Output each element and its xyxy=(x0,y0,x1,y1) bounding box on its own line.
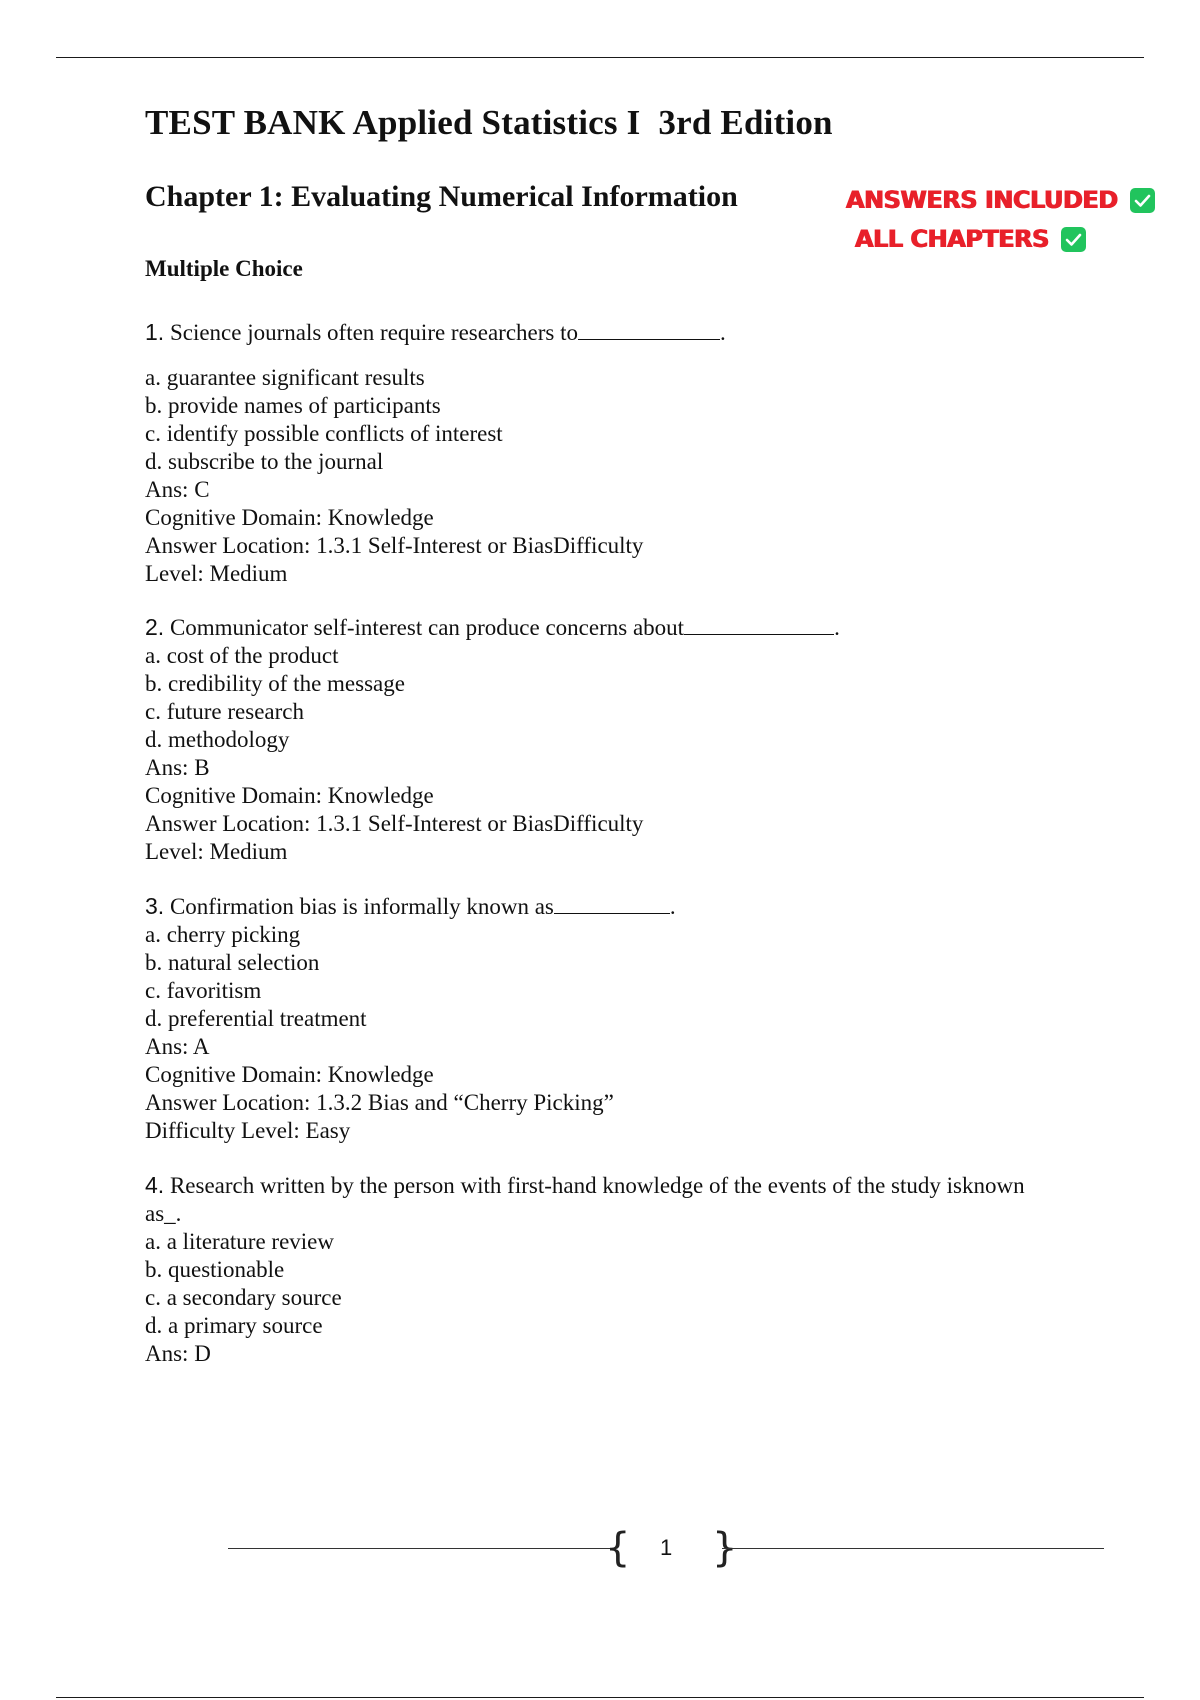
cognitive-domain: Cognitive Domain: Knowledge xyxy=(145,505,434,530)
option-b: b. natural selection xyxy=(145,950,320,975)
bottom-rule xyxy=(56,1697,1144,1698)
top-rule xyxy=(56,57,1144,58)
question-text: Science journals often require researchers to xyxy=(169,320,578,345)
section-heading: Multiple Choice xyxy=(145,256,303,281)
chapter-heading: Chapter 1: Evaluating Numerical Information xyxy=(145,180,738,213)
answer-location: Answer Location: 1.3.2 Bias and “Cherry Picking” xyxy=(145,1090,614,1115)
option-d: d. a primary source xyxy=(145,1313,323,1338)
option-a: a. cherry picking xyxy=(145,922,301,947)
option-c: c. a secondary source xyxy=(145,1285,342,1310)
question-number: 3. xyxy=(145,893,165,919)
question-number: 4. xyxy=(145,1172,165,1198)
cognitive-domain: Cognitive Domain: Knowledge xyxy=(145,783,434,808)
all-chapters-stamp xyxy=(855,225,1086,253)
option-a: a. cost of the product xyxy=(145,643,339,668)
question-stem-end: . xyxy=(669,894,676,919)
left-brace-icon: { xyxy=(605,1525,631,1571)
answer-location: Answer Location: 1.3.1 Self-Interest or BiasDifficulty xyxy=(145,533,644,558)
question-2 xyxy=(145,613,840,866)
cognitive-domain: Cognitive Domain: Knowledge xyxy=(145,1062,434,1087)
option-b: b. credibility of the message xyxy=(145,671,405,696)
right-brace-icon: } xyxy=(712,1525,738,1571)
question-text: Confirmation bias is informally known as xyxy=(169,894,554,919)
check-mark-icon xyxy=(1061,227,1086,252)
question-text: Communicator self-interest can produce concerns about xyxy=(169,615,685,640)
difficulty-level: Difficulty Level: Easy xyxy=(145,1118,351,1143)
question-stem xyxy=(145,318,726,347)
option-c: c. future research xyxy=(145,699,304,724)
answer-blank xyxy=(684,618,834,635)
difficulty-level: Level: Medium xyxy=(145,561,288,586)
answer-location: Answer Location: 1.3.1 Self-Interest or BiasDifficulty xyxy=(145,811,644,836)
option-a: a. a literature review xyxy=(145,1229,334,1254)
answer: Ans: D xyxy=(145,1341,211,1366)
option-d: d. preferential treatment xyxy=(145,1006,367,1031)
option-d: d. methodology xyxy=(145,727,290,752)
question-3 xyxy=(145,892,676,1145)
page-number: 1 xyxy=(660,1535,673,1560)
answer: Ans: B xyxy=(145,755,210,780)
question-stem xyxy=(145,1171,1025,1200)
option-d: d. subscribe to the journal xyxy=(145,449,384,474)
question-stem xyxy=(145,892,676,921)
question-text: Research written by the person with first-hand knowledge of the events of the study isknown xyxy=(169,1173,1025,1198)
option-c: c. favoritism xyxy=(145,978,262,1003)
question-4 xyxy=(145,1171,1025,1368)
difficulty-level: Level: Medium xyxy=(145,839,288,864)
option-a: a. guarantee significant results xyxy=(145,365,425,390)
option-b: b. questionable xyxy=(145,1257,285,1282)
check-mark-icon xyxy=(1130,188,1155,213)
question-stem xyxy=(145,613,840,642)
question-stem-continued: as_. xyxy=(145,1201,182,1226)
option-c: c. identify possible conflicts of interest xyxy=(145,421,503,446)
answer-blank xyxy=(554,897,670,914)
answer: Ans: C xyxy=(145,477,210,502)
question-1 xyxy=(145,318,726,588)
all-chapters-text: ALL CHAPTERS xyxy=(855,225,1049,253)
question-number: 1. xyxy=(145,319,165,345)
answers-included-text: ANSWERS INCLUDED xyxy=(846,186,1118,214)
question-number: 2. xyxy=(145,614,165,640)
answer-blank xyxy=(578,323,720,340)
question-stem-end: . xyxy=(720,320,726,345)
option-b: b. provide names of participants xyxy=(145,393,441,418)
question-stem-end: . xyxy=(834,615,840,640)
footer-rule-left xyxy=(228,1548,610,1549)
footer-rule-right xyxy=(722,1548,1104,1549)
answer: Ans: A xyxy=(145,1034,210,1059)
answers-included-stamp xyxy=(846,186,1155,214)
document-title: TEST BANK Applied Statistics I 3rd Edition xyxy=(145,103,833,142)
